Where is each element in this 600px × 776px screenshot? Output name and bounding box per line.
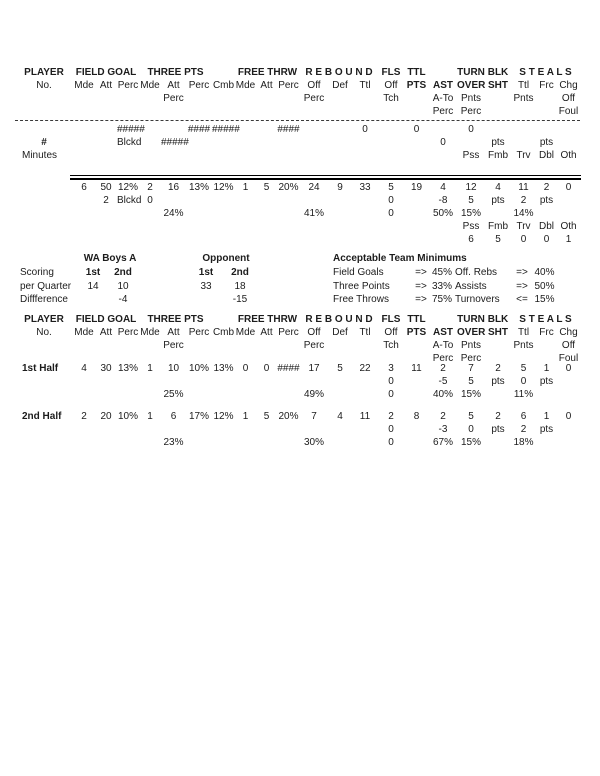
cell: 33	[359, 182, 371, 193]
cell: Off	[307, 80, 321, 91]
cell: -15	[232, 294, 248, 305]
cell: 0	[388, 208, 394, 219]
cell: Perc	[460, 106, 482, 117]
cell: SHT	[488, 327, 508, 338]
cell: SHT	[488, 80, 508, 91]
cell: 2	[495, 363, 501, 374]
cell: 12%	[213, 411, 234, 422]
cell: Turnovers	[455, 294, 500, 305]
cell: Tch	[383, 93, 399, 104]
cell: -5	[438, 376, 448, 387]
cell: Cmb	[212, 80, 235, 91]
cell: 0	[388, 389, 394, 400]
cell: OVER	[457, 327, 486, 338]
totals-row	[15, 194, 580, 207]
cell: Perc	[117, 80, 139, 91]
cell: Chg	[559, 327, 578, 338]
cell: pts	[539, 195, 554, 206]
cell: 10%	[117, 411, 138, 422]
first-half-row	[15, 375, 580, 388]
cell: PTS	[406, 80, 427, 91]
cell: Def	[332, 327, 348, 338]
col-group-rebound: R E B O U N D	[305, 67, 373, 78]
col-group-fouls: FLS	[381, 67, 401, 78]
cell: Mde	[74, 80, 94, 91]
second-half-row	[15, 423, 580, 436]
cell: 0	[388, 424, 394, 435]
cell: A-To	[432, 340, 454, 351]
cell: pts	[491, 376, 505, 387]
cell: 2	[440, 363, 446, 374]
per-quarter-label: per Quarter	[20, 281, 72, 292]
cell: =>	[415, 294, 427, 305]
cell: ####	[277, 363, 300, 374]
scoring-label: Scoring	[20, 267, 54, 278]
col-group-steals: S T E A L S	[519, 314, 572, 325]
cell: -4	[118, 294, 128, 305]
cell: Frc	[539, 80, 554, 91]
stat-template-row	[15, 123, 580, 136]
totals-row	[15, 220, 580, 233]
cell: Cmb	[212, 327, 235, 338]
cell: 0	[565, 363, 572, 374]
cell: Three Points	[333, 281, 390, 292]
cell: 2	[520, 195, 527, 206]
cell: 0	[468, 424, 474, 435]
cell: Att	[99, 80, 113, 91]
scoring-row	[20, 266, 260, 280]
col-group-field-goal: FIELD GOAL	[75, 314, 137, 325]
col-group-turnover: TURN	[457, 67, 485, 78]
cell: 0	[242, 363, 249, 374]
opponent-label: Opponent	[202, 253, 250, 264]
cell: Att	[167, 80, 180, 91]
cell: Perc	[188, 80, 210, 91]
cell: Mde	[140, 80, 160, 91]
col-player-number: No.	[36, 327, 52, 338]
minimums-row	[333, 280, 578, 294]
cell: 8	[413, 411, 420, 422]
cell: Perc	[278, 327, 299, 338]
cell: 2	[147, 182, 153, 193]
cell: Off. Rebs	[455, 267, 498, 278]
cell: Assists	[455, 281, 487, 292]
col-group-player: PLAYER	[24, 314, 64, 325]
cell: 11	[411, 363, 422, 374]
minimums-row	[333, 293, 578, 307]
cell: 1	[543, 411, 550, 422]
cell: 12%	[213, 182, 234, 193]
col-group-free-throw: FREE THRW	[237, 67, 298, 78]
cell: <=	[516, 294, 528, 305]
cell: 24%	[163, 208, 184, 219]
cell: Foul	[558, 353, 579, 364]
cell: =>	[415, 281, 427, 292]
cell: 19	[410, 182, 423, 193]
cell: 12%	[117, 182, 138, 193]
cell: Ttl	[517, 327, 530, 338]
cell: 13%	[117, 363, 138, 374]
cell: Att	[167, 327, 180, 338]
cell: 12	[465, 182, 477, 193]
cell: 18%	[513, 437, 534, 448]
cell: Off	[307, 327, 321, 338]
cell: 2	[388, 411, 394, 422]
cell: OVER	[457, 80, 486, 91]
cell: 15%	[460, 389, 481, 400]
cell: -8	[438, 195, 448, 206]
col-group-fouls: FLS	[381, 314, 401, 325]
cell: pts	[539, 376, 554, 387]
cell: 0	[543, 234, 550, 245]
cell: 5	[337, 363, 343, 374]
cell: 5	[495, 234, 501, 245]
stat-header-row	[15, 326, 580, 339]
cell: Def	[332, 80, 348, 91]
cell: Perc	[163, 93, 184, 104]
cell: 14%	[513, 208, 534, 219]
cell: =>	[516, 267, 528, 278]
col-group-player: PLAYER	[24, 67, 64, 78]
cell: 0	[147, 195, 153, 206]
row-label-minutes: Minutes	[22, 150, 58, 161]
cell: 2	[440, 411, 446, 422]
cell: Perc	[188, 327, 210, 338]
cell: 67%	[432, 437, 453, 448]
cell: Off	[561, 340, 576, 351]
second-half-row	[15, 436, 580, 449]
cell: pts	[491, 424, 505, 435]
cell: 50%	[432, 208, 453, 219]
cell: Perc	[117, 327, 139, 338]
cell: Mde	[235, 327, 256, 338]
cell: Fmb	[488, 221, 508, 232]
cell: 22	[359, 363, 371, 374]
stat-header-row	[15, 339, 580, 352]
cell: 4	[337, 411, 343, 422]
cell: pts	[539, 424, 554, 435]
cell: 2nd	[231, 267, 249, 278]
cell: 0	[520, 376, 527, 387]
second-half-row	[15, 410, 580, 423]
col-group-free-throw: FREE THRW	[237, 314, 298, 325]
cell: 10%	[188, 363, 209, 374]
cell: 15%	[460, 208, 481, 219]
cell: 2	[103, 195, 109, 206]
cell: Trv	[516, 221, 531, 232]
cell: Pss	[462, 150, 480, 161]
cell: 2nd	[114, 267, 132, 278]
cell: pts	[491, 137, 505, 148]
cell: Perc	[278, 80, 299, 91]
cell: Dbl	[538, 150, 554, 161]
cell: Foul	[558, 106, 579, 117]
stat-header-row	[15, 79, 580, 92]
cell: Mde	[235, 80, 256, 91]
cell: 5	[388, 182, 394, 193]
cell: Off	[384, 80, 398, 91]
col-group-field-goal: FIELD GOAL	[75, 67, 137, 78]
cell: 0	[520, 234, 527, 245]
cell: Ttl	[517, 80, 530, 91]
first-half-row	[15, 362, 580, 375]
col-group-total: TTL	[407, 314, 426, 325]
cell: 0	[388, 437, 394, 448]
cell: 11	[518, 182, 529, 193]
cell: 10	[167, 363, 180, 374]
stat-header-row	[15, 105, 580, 118]
row-label-player-number: #	[41, 137, 47, 148]
cell: Pnts	[513, 340, 534, 351]
cell: 4	[81, 363, 87, 374]
cell: Off	[384, 327, 398, 338]
cell: 2	[81, 411, 87, 422]
dashed-divider	[15, 120, 580, 121]
cell: Off	[561, 93, 576, 104]
cell: 11%	[513, 389, 534, 400]
cell: 5	[263, 411, 270, 422]
cell: 0	[565, 411, 572, 422]
col-group-three-pts: THREE PTS	[147, 67, 204, 78]
cell: Perc	[303, 93, 325, 104]
cell: Blckd	[117, 195, 142, 206]
col-group-blocked: BLK	[487, 314, 509, 325]
cell: 30%	[303, 437, 324, 448]
cell: 0	[565, 182, 572, 193]
cell: 13%	[188, 182, 209, 193]
col-group-steals: S T E A L S	[519, 67, 572, 78]
cell: 5	[468, 411, 474, 422]
cell: 7	[311, 411, 317, 422]
cell: #####	[117, 124, 145, 135]
cell: Perc	[303, 340, 325, 351]
team-name: WA Boys A	[83, 253, 137, 264]
cell: 6	[520, 411, 527, 422]
cell: ####	[277, 124, 300, 135]
cell: 0	[440, 137, 446, 148]
row-label-1st-half: 1st Half	[22, 363, 59, 374]
cell: Fmb	[488, 150, 508, 161]
cell: =>	[415, 267, 427, 278]
cell: ####	[187, 124, 211, 135]
cell: 4	[495, 182, 501, 193]
cell: 18	[234, 281, 246, 292]
first-half-row	[15, 388, 580, 401]
cell: 14	[87, 281, 99, 292]
cell: Mde	[140, 327, 160, 338]
scoring-row	[20, 293, 260, 307]
cell: 20	[100, 411, 112, 422]
cell: 1st	[85, 267, 101, 278]
cell: Ttl	[359, 80, 371, 91]
cell: 40%	[534, 267, 555, 278]
stat-header-row	[15, 92, 580, 105]
col-group-blocked: BLK	[487, 67, 509, 78]
cell: 3	[388, 363, 394, 374]
cell: 17%	[188, 411, 209, 422]
cell: 11	[359, 411, 371, 422]
cell: 6	[170, 411, 177, 422]
cell: 17	[308, 363, 320, 374]
cell: 2	[495, 411, 501, 422]
cell: PTS	[406, 327, 427, 338]
cell: Ttl	[359, 327, 371, 338]
cell: 1	[543, 363, 550, 374]
totals-divider	[70, 175, 581, 180]
cell: Pnts	[460, 340, 481, 351]
stat-template-row	[15, 149, 580, 162]
cell: 0	[413, 124, 420, 135]
cell: 20%	[278, 182, 299, 193]
cell: 10	[117, 281, 129, 292]
cell: Frc	[539, 327, 554, 338]
cell: 40%	[432, 389, 453, 400]
cell: Att	[99, 327, 113, 338]
cell: Mde	[74, 327, 94, 338]
cell: 2	[520, 424, 527, 435]
cell: #####	[212, 124, 240, 135]
col-player-number: No.	[36, 80, 52, 91]
cell: 4	[440, 182, 446, 193]
cell: 30	[100, 363, 112, 374]
cell: 20%	[278, 411, 299, 422]
cell: Att	[260, 327, 273, 338]
cell: 1st	[198, 267, 214, 278]
cell: Dbl	[538, 221, 554, 232]
cell: AST	[433, 327, 453, 338]
minimums-title: Acceptable Team Minimums	[333, 253, 467, 264]
cell: Tch	[383, 340, 399, 351]
cell: pts	[491, 195, 505, 206]
cell: 5	[520, 363, 527, 374]
cell: pts	[539, 137, 554, 148]
cell: 5	[468, 195, 474, 206]
cell: 1	[147, 411, 153, 422]
difference-label: Diffference	[20, 294, 68, 305]
cell: Perc	[432, 353, 454, 364]
scoring-row	[20, 280, 260, 294]
cell: Pss	[462, 221, 480, 232]
cell: 1	[565, 234, 572, 245]
cell: 5	[468, 376, 474, 387]
stat-header-row	[15, 66, 580, 79]
stat-header-row	[15, 313, 580, 326]
cell: Perc	[432, 106, 454, 117]
col-group-turnover: TURN	[457, 314, 485, 325]
col-group-three-pts: THREE PTS	[147, 314, 204, 325]
totals-row	[15, 207, 580, 220]
cell: 6	[81, 182, 87, 193]
cell: 0	[362, 124, 368, 135]
cell: 6	[468, 234, 474, 245]
stat-template-row	[15, 136, 580, 149]
cell: 33	[200, 281, 212, 292]
cell: 1	[242, 411, 249, 422]
cell: Perc	[163, 340, 184, 351]
cell: Free Throws	[333, 294, 389, 305]
cell: 50	[100, 182, 112, 193]
cell: A-To	[432, 93, 454, 104]
minimums-row	[333, 252, 578, 266]
cell: 16	[167, 182, 180, 193]
col-group-total: TTL	[407, 67, 426, 78]
cell: 50%	[534, 281, 555, 292]
minimums-row	[333, 266, 578, 280]
cell: 5	[263, 182, 270, 193]
cell: 75%	[431, 294, 452, 305]
cell: 15%	[460, 437, 481, 448]
cell: 1	[147, 363, 153, 374]
cell: 0	[468, 124, 474, 135]
cell: 41%	[303, 208, 324, 219]
col-group-rebound: R E B O U N D	[305, 314, 373, 325]
cell: Oth	[560, 150, 577, 161]
cell: 9	[337, 182, 343, 193]
cell: 0	[263, 363, 270, 374]
cell: Oth	[560, 221, 577, 232]
cell: 24	[308, 182, 320, 193]
cell: Trv	[516, 150, 531, 161]
cell: 1	[242, 182, 249, 193]
cell: -3	[438, 424, 448, 435]
cell: =>	[516, 281, 528, 292]
cell: Perc	[460, 353, 482, 364]
cell: 0	[388, 376, 394, 387]
cell: 7	[468, 363, 474, 374]
cell: Field Goals	[333, 267, 384, 278]
scoring-row	[20, 252, 260, 266]
row-label-2nd-half: 2nd Half	[22, 411, 62, 422]
cell: #####	[161, 137, 189, 148]
cell: 45%	[431, 267, 452, 278]
cell: 23%	[163, 437, 184, 448]
cell: 13%	[213, 363, 234, 374]
cell: 25%	[163, 389, 184, 400]
totals-row	[15, 181, 580, 194]
cell: Pnts	[513, 93, 534, 104]
cell: 15%	[534, 294, 555, 305]
cell: Chg	[559, 80, 578, 91]
cell: Att	[260, 80, 273, 91]
cell: AST	[433, 80, 453, 91]
cell: 33%	[431, 281, 452, 292]
cell: 2	[543, 182, 550, 193]
cell: 49%	[303, 389, 324, 400]
totals-row	[15, 233, 580, 246]
cell: Pnts	[460, 93, 481, 104]
cell: 0	[388, 195, 394, 206]
cell: Blckd	[117, 137, 142, 148]
